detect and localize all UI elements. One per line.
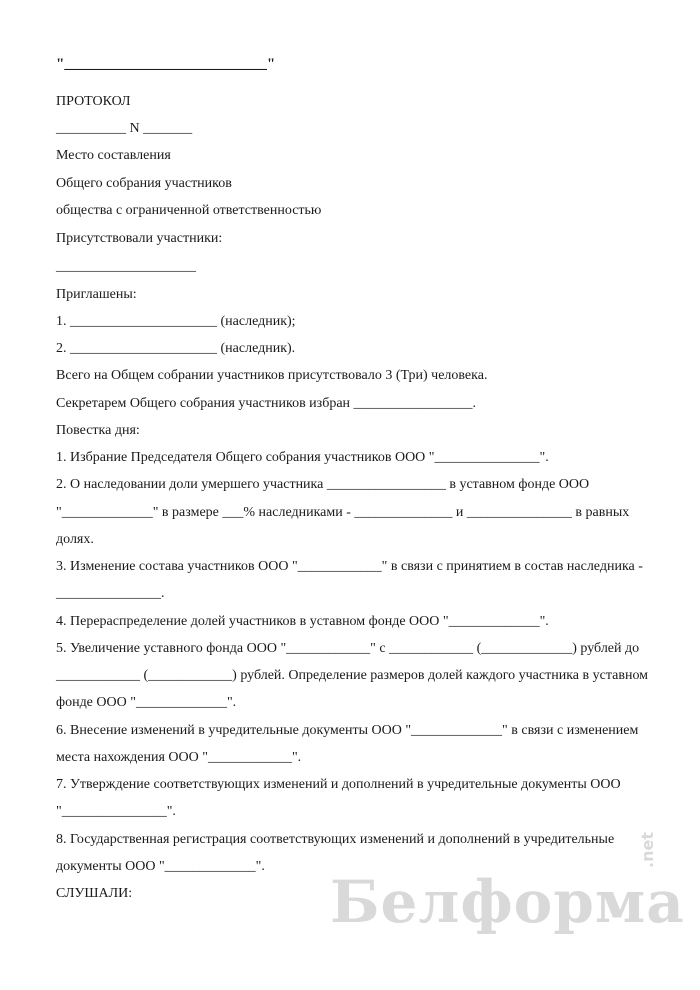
agenda-item-5-line-3: фонде ООО "_____________". <box>56 695 237 710</box>
agenda-item-8-line-2: документы ООО "_____________". <box>56 859 265 874</box>
agenda-item-6-line-2: места нахождения ООО "____________". <box>56 750 302 765</box>
place-label: Место составления <box>56 148 171 163</box>
agenda-item-3-line-1: 3. Изменение состава участников ООО "____________" в связи с принятием в состав наследника - <box>56 559 643 574</box>
agenda-item-7-line-2: "_______________". <box>56 804 176 819</box>
body-line-2: общества с ограниченной ответственностью <box>56 203 322 218</box>
agenda-item-5-line-2: ____________ (____________) рублей. Определение размеров долей каждого участника в уставном <box>56 668 649 683</box>
agenda-label: Повестка дня: <box>56 423 140 438</box>
invited-item-2: 2. _____________________ (наследник). <box>56 341 296 356</box>
body-line-1: Общего собрания участников <box>56 176 232 191</box>
agenda-item-2-line-3: долях. <box>56 532 94 547</box>
agenda-item-7-line-1: 7. Утверждение соответствующих изменений и дополнений в учредительные документы ООО <box>56 777 621 792</box>
present-label: Присутствовали участники: <box>56 231 223 246</box>
agenda-item-2-line-1: 2. О наследовании доли умершего участника _________________ в уставном фонде ООО <box>56 477 590 492</box>
agenda-item-2-line-2: "_____________" в размере ___% наследниками - ______________ и _______________ в равных <box>56 505 630 520</box>
agenda-item-5-line-1: 5. Увеличение уставного фонда ООО "____________" с ____________ (_____________) рублей до <box>56 641 640 656</box>
agenda-item-4: 4. Перераспределение долей участников в уставном фонде ООО "_____________". <box>56 614 549 629</box>
heard-label: СЛУШАЛИ: <box>56 886 133 901</box>
belforma-watermark: Белформа <box>330 868 685 936</box>
agenda-item-6-line-1: 6. Внесение изменений в учредительные документы ООО "_____________" в связи с изменением <box>56 723 639 738</box>
secretary-line: Секретарем Общего собрания участников избран _________________. <box>56 396 477 411</box>
invited-item-1: 1. _____________________ (наследник); <box>56 314 296 329</box>
document-title: ПРОТОКОЛ <box>56 94 131 109</box>
agenda-item-8-line-1: 8. Государственная регистрация соответствующих изменений и дополнений в учредительные <box>56 832 615 847</box>
invited-label: Приглашены: <box>56 287 137 302</box>
present-blank: ____________________ <box>56 259 196 274</box>
total-present: Всего на Общем собрании участников присутствовало 3 (Три) человека. <box>56 368 488 383</box>
agenda-item-3-line-2: _______________. <box>56 586 165 601</box>
agenda-item-1: 1. Избрание Председателя Общего собрания участников ООО "_______________". <box>56 450 549 465</box>
date-line: "___________________________" <box>56 56 276 72</box>
number-line: __________ N _______ <box>56 121 193 136</box>
watermark-domain-suffix: .net <box>638 832 657 868</box>
